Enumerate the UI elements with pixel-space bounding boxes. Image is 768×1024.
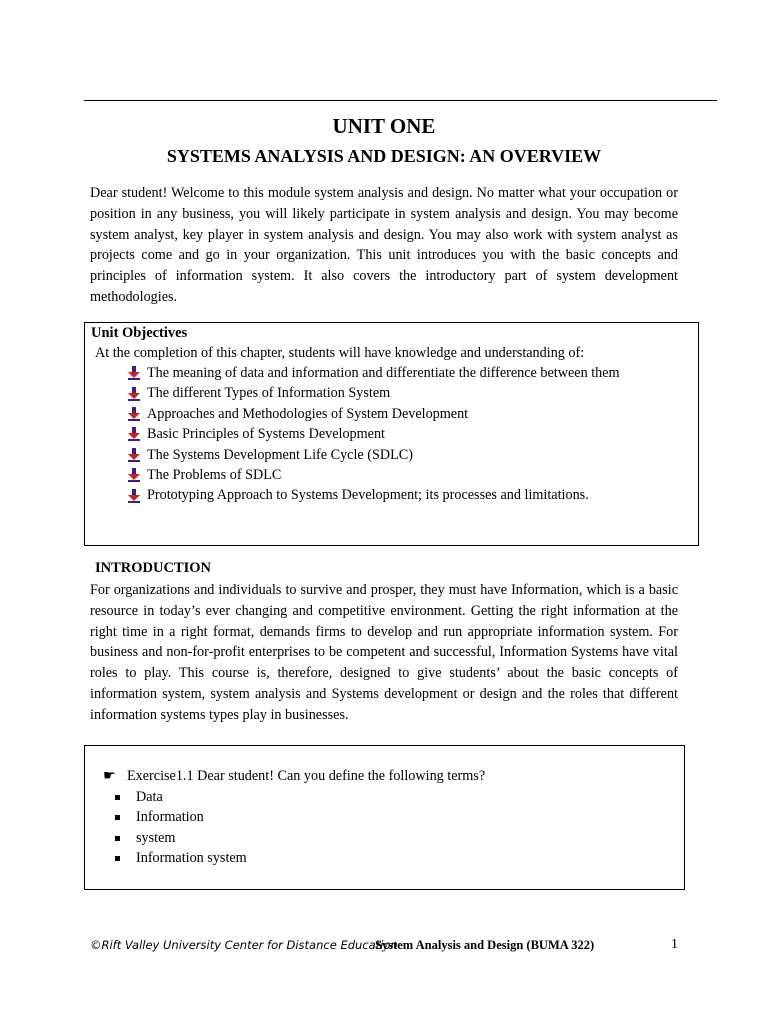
exercise-term — [115, 848, 247, 868]
objective-text: The meaning of data and information and differentiate the difference between them — [147, 365, 620, 381]
exercise-terms-list — [115, 787, 247, 869]
top-rule — [84, 100, 717, 101]
square-bullet-icon — [115, 795, 120, 800]
objectives-list — [125, 363, 620, 506]
exercise-prompt: Exercise1.1 Dear student! Can you define the following terms? — [127, 768, 486, 784]
objective-text: The different Types of Information System — [147, 385, 391, 402]
objective-text: Basic Principles of Systems Development — [147, 426, 386, 443]
down-arrow-icon — [125, 468, 147, 482]
objective-item — [125, 445, 620, 465]
down-arrow-icon — [125, 407, 147, 421]
exercise-box — [84, 745, 685, 890]
objectives-lead: At the completion of this chapter, students will have knowledge and understanding of: — [95, 345, 585, 361]
objectives-heading: Unit Objectives — [91, 325, 188, 341]
footer-copyright: ©Rift Valley University Center for Distance Education — [90, 938, 398, 952]
pointing-hand-icon: ☛ — [103, 769, 116, 784]
square-bullet-icon — [115, 815, 120, 820]
objective-item — [125, 465, 620, 485]
unit-subtitle: SYSTEMS ANALYSIS AND DESIGN: AN OVERVIEW — [166, 146, 602, 166]
page-number: 1 — [671, 937, 678, 952]
down-arrow-icon — [125, 448, 147, 462]
introduction-paragraph: For organizations and individuals to survive and prosper, they must have Information, which is a basic resource in today’s ever changing and competitive environment. Getting the right information at the right time in a right format, demands firms to develop and run appropriate information system. For business and non-for-profit enterprises to be competent and successful, Information Systems have vital roles to play. This course is, therefore, designed to give students’ about the basic concepts of information system, system analysis and Systems development or design and the roles that different information systems types play in businesses. — [90, 582, 678, 723]
objective-item — [125, 383, 620, 403]
square-bullet-icon — [115, 836, 120, 841]
footer-course-title: System Analysis and Design (BUMA 322) — [375, 938, 595, 952]
unit-title: UNIT ONE — [332, 114, 436, 138]
down-arrow-icon — [125, 427, 147, 441]
down-arrow-icon — [125, 387, 147, 401]
exercise-term — [115, 807, 247, 827]
exercise-term-text: Information — [136, 809, 204, 826]
exercise-term-text: Information system — [136, 850, 247, 867]
objective-item — [125, 424, 620, 444]
exercise-term-text: Data — [136, 789, 163, 805]
exercise-term — [115, 787, 247, 807]
objective-text: The Systems Development Life Cycle (SDLC) — [147, 446, 413, 463]
objective-item — [125, 485, 620, 505]
intro-paragraph: Dear student! Welcome to this module system analysis and design. No matter what your occupation or position in any business, you will likely participate in system analysis and design. You may become system analyst, key player in system analysis and design. You may also work with system analyst as projects come and go in your organization. This unit introduces you with the basic concepts and principles of information system. It also covers the introductory part of system development methodologies. — [90, 185, 678, 305]
exercise-term-text: system — [136, 829, 176, 846]
exercise-term — [115, 828, 247, 848]
exercise-prompt-line — [103, 768, 485, 785]
objective-item — [125, 404, 620, 424]
objective-text: Approaches and Methodologies of System Development — [147, 405, 469, 422]
objective-text: Prototyping Approach to Systems Development; its processes and limitations. — [147, 487, 589, 504]
down-arrow-icon — [125, 489, 147, 503]
square-bullet-icon — [115, 856, 120, 861]
introduction-heading: INTRODUCTION — [95, 560, 212, 576]
objectives-box — [84, 322, 699, 546]
page-footer — [90, 938, 678, 956]
objective-text: The Problems of SDLC — [147, 467, 282, 484]
down-arrow-icon — [125, 366, 147, 380]
objective-item — [125, 363, 620, 383]
